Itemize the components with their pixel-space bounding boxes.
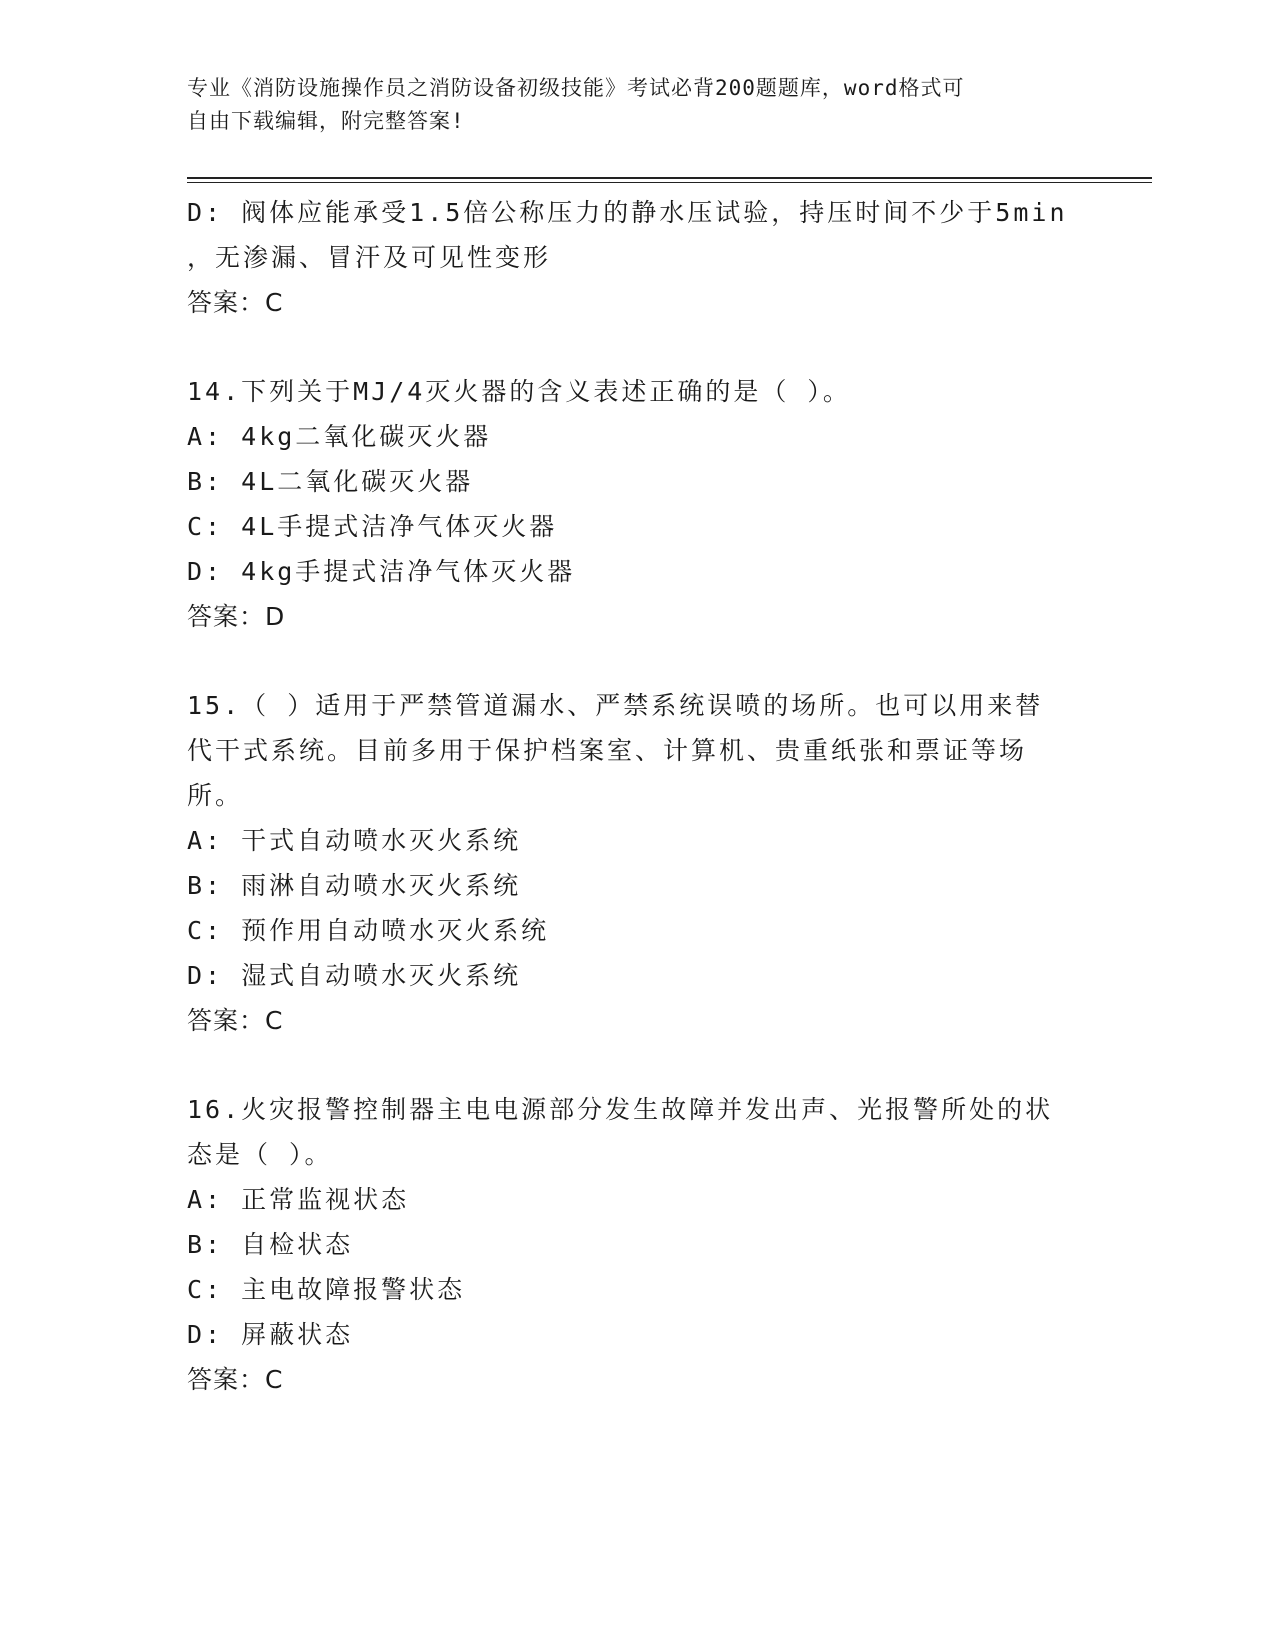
option-d-line-2: ，无渗漏、冒汗及可见性变形	[187, 243, 552, 272]
header-title-line-1: 专业《消防设施操作员之消防设备初级技能》考试必背200题题库，word格式可	[187, 76, 965, 100]
option-a: A: 干式自动喷水灭火系统	[187, 826, 522, 855]
header-title-line-2: 自由下载编辑，附完整答案!	[187, 109, 465, 133]
option-d: D: 屏蔽状态	[187, 1320, 354, 1349]
spacer	[187, 325, 1087, 369]
question-text-line-1: 16.火灾报警控制器主电电源部分发生故障并发出声、光报警所处的状	[187, 1095, 1054, 1124]
document-header	[187, 72, 1067, 138]
option-d: D: 湿式自动喷水灭火系统	[187, 961, 522, 990]
question-text-line-3: 所。	[187, 781, 244, 810]
question-text-line-2: 代干式系统。目前多用于保护档案室、计算机、贵重纸张和票证等场	[187, 736, 1028, 765]
question-text-line-2: 态是（ ）。	[187, 1140, 333, 1169]
question-16	[187, 1087, 1087, 1402]
question-15	[187, 683, 1087, 1043]
option-b: B: 自检状态	[187, 1230, 354, 1259]
option-b: B: 雨淋自动喷水灭火系统	[187, 871, 522, 900]
option-d: D: 4kg手提式洁净气体灭火器	[187, 557, 576, 586]
option-c: C: 预作用自动喷水灭火系统	[187, 916, 550, 945]
answer-line: 答案：C	[187, 1365, 284, 1394]
answer-line: 答案：C	[187, 1006, 284, 1035]
option-c: C: 主电故障报警状态	[187, 1275, 466, 1304]
header-divider-thick	[187, 177, 1152, 179]
question-14	[187, 369, 1087, 639]
option-a: A: 4kg二氧化碳灭火器	[187, 422, 492, 451]
option-d-line-1: D: 阀体应能承受1.5倍公称压力的静水压试验，持压时间不少于5min	[187, 198, 1068, 227]
question-text: 14.下列关于MJ/4灭火器的含义表述正确的是（ ）。	[187, 377, 851, 406]
question-text-line-1: 15.（ ）适用于严禁管道漏水、严禁系统误喷的场所。也可以用来替	[187, 691, 1044, 720]
option-c: C: 4L手提式洁净气体灭火器	[187, 512, 558, 541]
question-content	[187, 190, 1087, 1402]
spacer	[187, 1043, 1087, 1087]
option-b: B: 4L二氧化碳灭火器	[187, 467, 474, 496]
question-13-tail	[187, 190, 1087, 325]
header-divider-thin	[187, 182, 1152, 183]
answer-line: 答案：D	[187, 602, 286, 631]
spacer	[187, 639, 1087, 683]
option-a: A: 正常监视状态	[187, 1185, 410, 1214]
answer-line: 答案：C	[187, 288, 284, 317]
